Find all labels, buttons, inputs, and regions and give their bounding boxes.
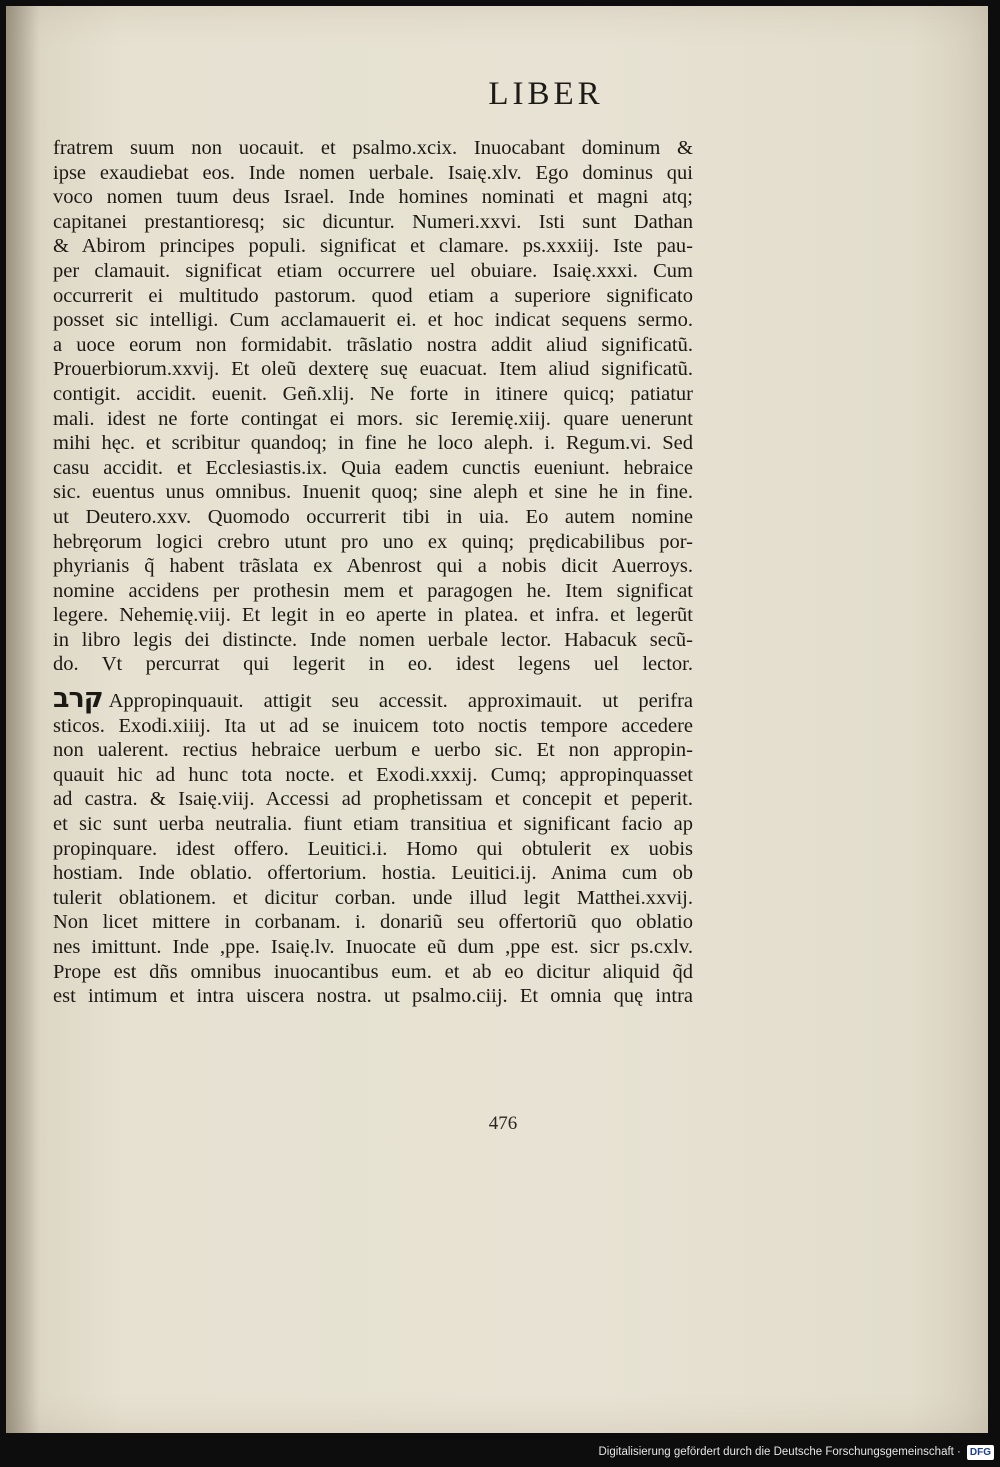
- text-line: Prope est dñs omnibus inuocantibus eum. et ab eo dicitur aliquid q̃d: [53, 960, 693, 983]
- entry-first-line-text: Appropinquauit. attigit seu accessit. approximauit. ut perifra: [108, 690, 693, 713]
- footer-credit: Digitalisierung gefördert durch die Deutsche Forschungsgemeinschaft ·: [598, 1446, 961, 1458]
- text-line: et sic sunt uerba neutralia. fiunt etiam transitiua et significant facio ap: [53, 813, 693, 836]
- text-line: a uoce eorum non formidabit. trãslatio nostra addit aliud significatũ.: [53, 333, 693, 356]
- text-line: occurrerit ei multitudo pastorum. quod etiam a superiore significato: [53, 284, 693, 307]
- page-number: 476: [488, 1113, 518, 1134]
- text-line: ad castra. & Isaię.viij. Accessi ad prophetissam et concepit et peperit.: [53, 788, 693, 811]
- text-line: nomine accidens per prothesin mem et paragogen he. Item significat: [53, 579, 693, 602]
- text-line: mali. idest ne forte contingat ei mors. sic Ieremię.xiij. quare uenerunt: [53, 407, 693, 430]
- text-line: posset sic intelligi. Cum acclamauerit ei. et hoc indicat sequens sermo.: [53, 309, 693, 332]
- text-line: fratrem suum non uocauit. et psalmo.xcix. Inuocabant dominum &: [53, 137, 693, 159]
- text-line: phyrianis q̃ habent trãslata ex Abenrost qui a nobis dicit Auerroys.: [53, 555, 693, 578]
- text-line: casu accidit. et Ecclesiastis.ix. Quia eadem cunctis eueniunt. hebraice: [53, 456, 693, 479]
- hebrew-entry-word: קרב: [53, 689, 103, 714]
- text-line: propinquare. idest offero. Leuitici.i. Homo qui obtulerit ex uobis: [53, 837, 693, 860]
- text-line: contigit. accidit. euenit. Geñ.xlij. Ne forte in itinere quicq; patiatur: [53, 382, 693, 405]
- text-line: ut Deutero.xxv. Quomodo occurrerit tibi in uia. Eo autem nomine: [53, 505, 693, 528]
- text-line: per clamauit. significat etiam occurrere uel obuiare. Isaię.xxxi. Cum: [53, 259, 693, 282]
- text-line: in libro legis dei distincte. Inde nomen uerbale lector. Habacuk secũ-: [53, 628, 693, 651]
- dfg-logo: DFG: [967, 1445, 994, 1460]
- text-line: legere. Nehemię.viij. Et legit in eo aperte in platea. et infra. et legerũt: [53, 604, 693, 627]
- text-line: mihi hęc. et scribitur quandoq; in fine he loco aleph. i. Regum.vi. Sed: [53, 432, 693, 455]
- text-line: tulerit oblationem. et dicitur corban. unde illud legit Matthei.xxvij.: [53, 886, 693, 909]
- text-line: nes imittunt. Inde ,ppe. Isaię.lv. Inuocate eũ dum ,ppe est. sicr ps.cxlv.: [53, 936, 693, 958]
- entry-first-line: [53, 689, 693, 714]
- text-line: Prouerbiorum.xxvij. Et oleũ dexterę suę euacuat. Item aliud significatũ.: [53, 358, 693, 381]
- text-line: do. Vt percurrat qui legerit in eo. idest legens uel lector.: [53, 653, 693, 676]
- text-line: hostiam. Inde oblatio. offertorium. hostia. Leuitici.ij. Anima cum ob: [53, 862, 693, 885]
- text-line: hebręorum logici crebro utunt pro uno ex quinq; prędicabilibus por-: [53, 530, 693, 553]
- paragraph-gap: [53, 677, 693, 689]
- digitization-footer: [598, 1443, 994, 1461]
- book-page: [6, 6, 988, 1433]
- text-line: Non licet mittere in corbanam. i. donariũ seu offertoriũ quo oblatio: [53, 911, 693, 934]
- text-line: & Abirom principes populi. significat et clamare. ps.xxxiij. Iste pau-: [53, 235, 693, 258]
- paragraph-1: [53, 136, 693, 677]
- text-block: [53, 136, 693, 1009]
- text-line: sticos. Exodi.xiiij. Ita ut ad se inuicem toto noctis tempore accedere: [53, 714, 693, 737]
- text-line: capitanei prestantioresq; sic dicuntur. Numeri.xxvi. Isti sunt Dathan: [53, 210, 693, 233]
- text-line: est intimum et intra uiscera nostra. ut psalmo.ciij. Et omnia quę intra: [53, 985, 693, 1008]
- text-line: voco nomen tuum deus Israel. Inde homines nominati et magni atq;: [53, 186, 693, 209]
- paragraph-2-lines: [53, 714, 693, 1009]
- text-line: sic. euentus unus omnibus. Inuenit quoq; sine aleph et sine he in fine.: [53, 481, 693, 504]
- text-line: non ualerent. rectius hebraice uerbum e uerbo sic. Et non appropin-: [53, 739, 693, 762]
- running-head: LIBER: [488, 76, 604, 112]
- paragraph-2: [53, 689, 693, 1009]
- text-line: ipse exaudiebat eos. Inde nomen uerbale. Isaię.xlv. Ego dominus qui: [53, 161, 693, 184]
- text-line: quauit hic ad hunc tota nocte. et Exodi.xxxij. Cumq; appropinquasset: [53, 763, 693, 786]
